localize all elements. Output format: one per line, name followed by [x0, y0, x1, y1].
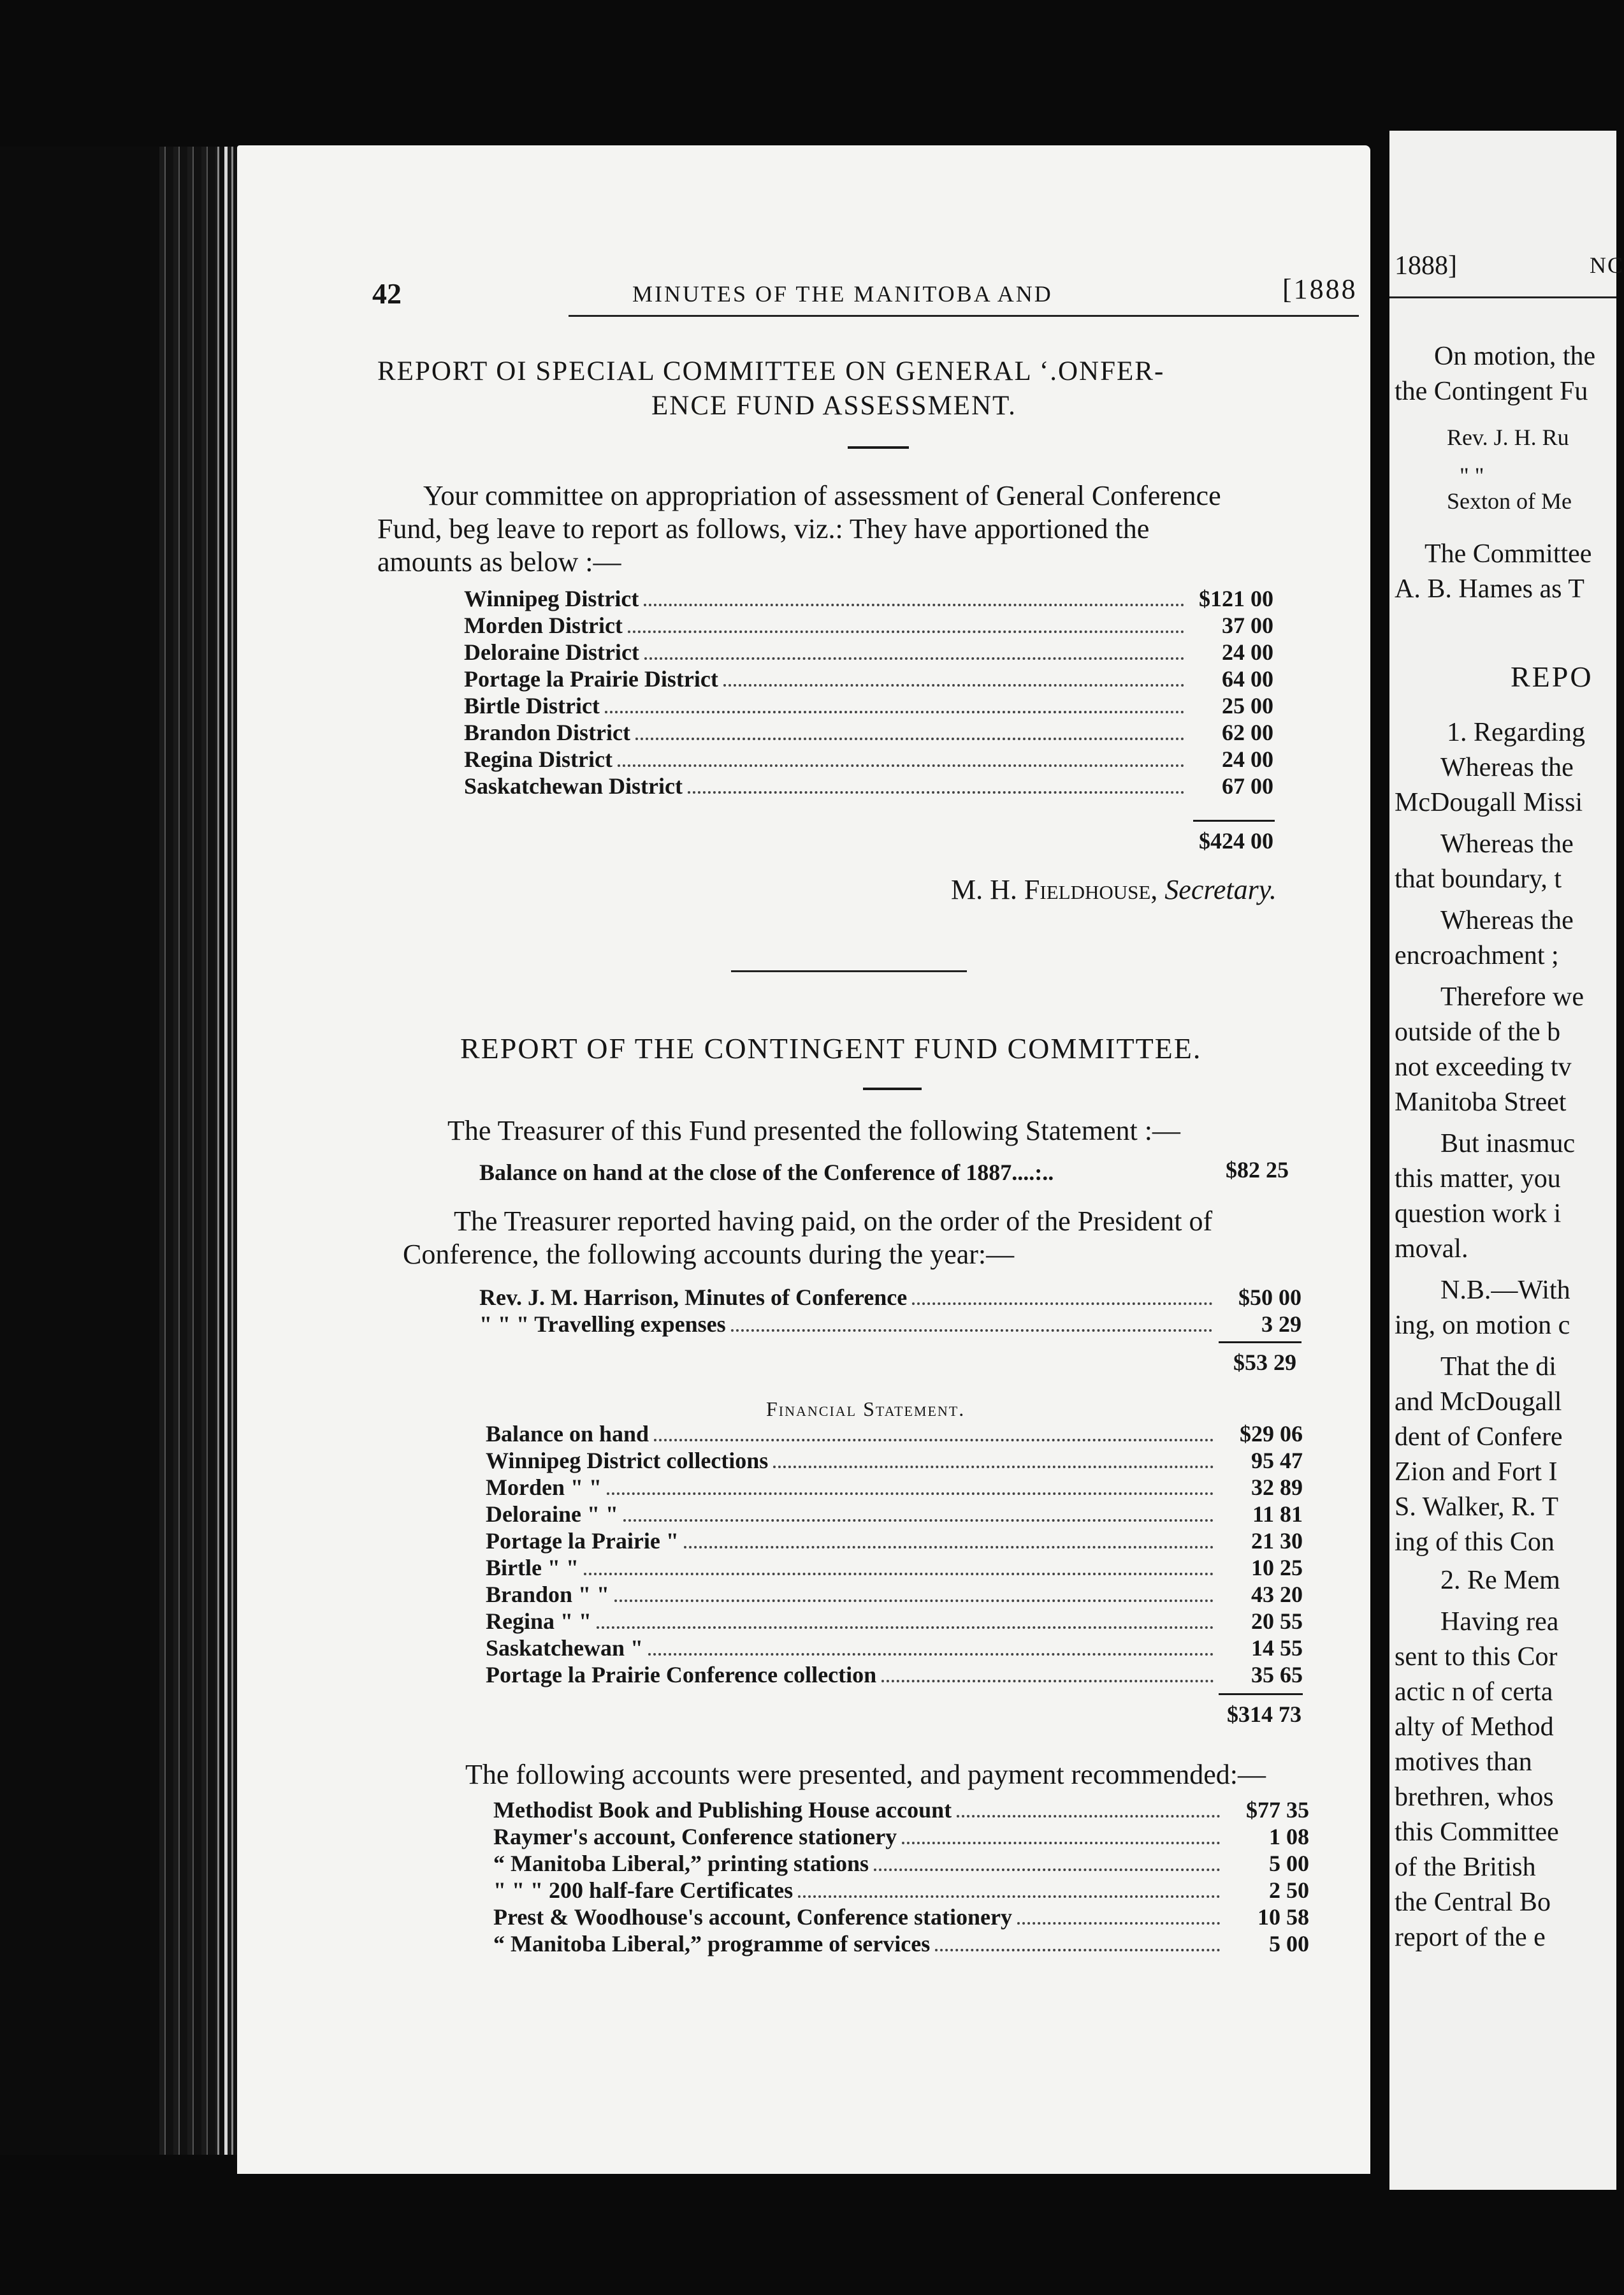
recommended-label: “ Manitoba Liberal,” programme of services — [493, 1931, 931, 1956]
assessment-label: Brandon District — [464, 720, 630, 745]
dot-leader — [605, 711, 1184, 713]
running-title: MINUTES OF THE MANITOBA AND — [632, 281, 1053, 307]
assessment-label: Birtle District — [464, 693, 600, 718]
right-page-line: But inasmuc — [1440, 1129, 1576, 1158]
financial-label: Portage la Prairie Conference collection — [486, 1662, 877, 1687]
assessment-amount: 25 00 — [1222, 693, 1273, 718]
dot-leader — [654, 1439, 1214, 1441]
assessment-intro-line2: Fund, beg leave to report as follows, viz.: They have apportioned the — [377, 513, 1150, 544]
right-page-line: " " — [1460, 463, 1484, 488]
right-page-line: Sexton of Me — [1447, 488, 1572, 514]
recommended-label: “ Manitoba Liberal,” printing stations — [493, 1851, 869, 1876]
treasurer-statement: The Treasurer of this Fund presented the following Statement :— — [447, 1115, 1180, 1146]
recommended-amount: 10 58 — [1258, 1904, 1309, 1930]
right-page-line: The Committee — [1425, 539, 1592, 569]
title-divider — [848, 446, 909, 449]
right-page-line: Whereas the — [1440, 829, 1574, 859]
right-page-line: McDougall Missi — [1395, 788, 1583, 817]
accounts-total: $53 29 — [1233, 1350, 1296, 1375]
dot-leader — [935, 1949, 1220, 1951]
recommended-label: Raymer's account, Conference stationery — [493, 1824, 897, 1849]
recommended-amount: 2 50 — [1269, 1877, 1309, 1903]
right-header-year: 1888] — [1395, 251, 1457, 280]
recommended-label: " " " 200 half-fare Certificates — [493, 1877, 794, 1903]
assessment-title-line1: REPORT OI SPECIAL COMMITTEE ON GENERAL ‘.ONFER- — [377, 356, 1165, 386]
accounts-sum-rule — [1219, 1341, 1301, 1343]
paid-line1: The Treasurer reported having paid, on the order of the President of — [454, 1206, 1213, 1237]
assessment-sum-rule — [1193, 820, 1275, 822]
recommended-amount: 5 00 — [1269, 1931, 1309, 1956]
dot-leader — [902, 1842, 1220, 1844]
right-page-line: that boundary, t — [1395, 864, 1562, 894]
assessment-row — [464, 746, 1273, 773]
recommended-row — [493, 1904, 1309, 1930]
assessment-label: Regina District — [464, 747, 613, 772]
right-page-line: moval. — [1395, 1234, 1468, 1264]
dot-leader — [731, 1329, 1212, 1332]
paid-line2: Conference, the following accounts during the year:— — [403, 1239, 1015, 1270]
recommended-row — [493, 1850, 1309, 1877]
assessment-amount: 62 00 — [1222, 720, 1273, 745]
financial-amount: 10 25 — [1251, 1555, 1303, 1580]
account-label: Rev. J. M. Harrison, Minutes of Conference — [479, 1285, 908, 1310]
financial-label: Regina " " — [486, 1608, 591, 1634]
signature-name: M. H. Fieldhouse, — [951, 874, 1158, 905]
dot-leader — [623, 1519, 1214, 1522]
financial-label: Deloraine " " — [486, 1501, 618, 1527]
right-page-line: outside of the b — [1395, 1017, 1561, 1047]
assessment-label: Morden District — [464, 613, 623, 638]
financial-row — [486, 1581, 1303, 1608]
contingent-divider — [863, 1088, 922, 1090]
account-row — [479, 1311, 1301, 1337]
left-page — [237, 145, 1370, 2174]
assessment-row — [464, 773, 1273, 799]
assessment-row — [464, 585, 1273, 612]
right-page-line: 2. Re Mem — [1440, 1566, 1560, 1595]
recommended-amount: $77 35 — [1246, 1797, 1309, 1823]
dot-leader — [874, 1869, 1220, 1871]
signature — [951, 873, 1277, 906]
right-page-line: Whereas the — [1440, 753, 1574, 782]
dot-leader — [688, 791, 1184, 794]
assessment-title-line2: ENCE FUND ASSESSMENT. — [651, 391, 1017, 421]
assessment-amount: $121 00 — [1199, 586, 1273, 611]
financial-amount: 21 30 — [1251, 1528, 1303, 1554]
financial-label: Balance on hand — [486, 1421, 649, 1446]
financial-label: Brandon " " — [486, 1582, 610, 1607]
assessment-label: Winnipeg District — [464, 586, 639, 611]
right-page-line: the Contingent Fu — [1395, 377, 1588, 406]
assessment-amount: 64 00 — [1222, 666, 1273, 692]
assessment-label: Portage la Prairie District — [464, 666, 718, 692]
financial-row — [486, 1474, 1303, 1501]
right-page-line: ing, on motion c — [1395, 1311, 1570, 1340]
dot-leader — [614, 1599, 1214, 1602]
recommended-row — [493, 1930, 1309, 1957]
financial-label: Portage la Prairie " — [486, 1528, 679, 1554]
dot-leader — [584, 1573, 1214, 1575]
dot-leader — [648, 1653, 1214, 1656]
assessment-label: Saskatchewan District — [464, 773, 683, 799]
right-page-line: Having rea — [1440, 1607, 1559, 1636]
assessment-row — [464, 639, 1273, 666]
assessment-intro-line3: amounts as below :— — [377, 546, 621, 578]
right-page-line: Zion and Fort I — [1395, 1457, 1558, 1487]
balance-label: Balance on hand at the close of the Conference of 1887....:.. — [479, 1160, 1054, 1185]
balance-amount: $82 25 — [1226, 1157, 1289, 1183]
financial-row — [486, 1527, 1303, 1554]
dot-leader — [618, 764, 1184, 767]
right-page-line: not exceeding tv — [1395, 1053, 1572, 1082]
assessment-amount: 67 00 — [1222, 773, 1273, 799]
right-page-line: actic n of certa — [1395, 1677, 1553, 1707]
right-page-fragment — [1389, 131, 1624, 2190]
financial-row — [486, 1661, 1303, 1688]
financial-amount: $29 06 — [1240, 1421, 1303, 1446]
recommended-row — [493, 1877, 1309, 1904]
right-page-line: dent of Confere — [1395, 1422, 1563, 1452]
right-page-line: N.B.—With — [1440, 1276, 1570, 1305]
dot-leader — [1017, 1922, 1220, 1925]
financial-row — [486, 1447, 1303, 1474]
assessment-row — [464, 666, 1273, 692]
header-rule — [569, 315, 1359, 317]
account-row — [479, 1284, 1301, 1311]
financial-row — [486, 1608, 1303, 1635]
right-page-line: question work i — [1395, 1199, 1562, 1228]
assessment-total: $424 00 — [1199, 828, 1273, 854]
assessment-label: Deloraine District — [464, 639, 639, 665]
right-page-line: and McDougall — [1395, 1387, 1562, 1417]
financial-amount: 43 20 — [1251, 1582, 1303, 1607]
financial-label: Saskatchewan " — [486, 1635, 644, 1661]
financial-row — [486, 1420, 1303, 1447]
right-page-line: Whereas the — [1440, 906, 1574, 935]
dot-leader — [773, 1466, 1214, 1468]
recommended-row — [493, 1796, 1309, 1823]
financial-row — [486, 1554, 1303, 1581]
assessment-intro-line1: Your committee on appropriation of assessment of General Conference — [423, 480, 1221, 511]
recommended-amount: 5 00 — [1269, 1851, 1309, 1876]
book-binding-edge — [0, 147, 274, 2155]
right-page-line: this matter, you — [1395, 1164, 1561, 1193]
dot-leader — [628, 630, 1184, 633]
financial-amount: 32 89 — [1251, 1475, 1303, 1500]
financial-total: $314 73 — [1227, 1701, 1301, 1727]
financial-amount: 35 65 — [1251, 1662, 1303, 1687]
dot-leader — [597, 1626, 1214, 1629]
right-page-line: Therefore we — [1440, 982, 1584, 1012]
dot-leader — [912, 1302, 1212, 1305]
right-page-line: 1. Regarding — [1447, 718, 1585, 747]
dot-leader — [957, 1815, 1220, 1818]
dot-leader — [607, 1492, 1214, 1495]
account-amount: 3 29 — [1261, 1311, 1301, 1337]
right-page-line: S. Walker, R. T — [1395, 1492, 1559, 1522]
section-divider — [731, 970, 967, 972]
recommended-label: Prest & Woodhouse's account, Conference stationery — [493, 1904, 1012, 1930]
right-page-line: REPO — [1511, 660, 1593, 693]
assessment-amount: 24 00 — [1222, 639, 1273, 665]
financial-label: Birtle " " — [486, 1555, 579, 1580]
dot-leader — [644, 657, 1184, 660]
signature-role: Secretary. — [1164, 874, 1277, 905]
financial-row — [486, 1635, 1303, 1661]
financial-row — [486, 1501, 1303, 1527]
recommended-row — [493, 1823, 1309, 1850]
right-page-line: motives than — [1395, 1747, 1532, 1777]
right-page-line: A. B. Hames as T — [1395, 574, 1584, 604]
right-header-rule — [1389, 296, 1616, 298]
financial-amount: 20 55 — [1251, 1608, 1303, 1634]
financial-sum-rule — [1219, 1693, 1303, 1695]
dot-leader — [798, 1895, 1220, 1898]
assessment-amount: 37 00 — [1222, 613, 1273, 638]
recommended-line: The following accounts were presented, and payment recommended:— — [465, 1759, 1266, 1790]
right-page-line: encroachment ; — [1395, 941, 1559, 970]
recommended-amount: 1 08 — [1269, 1824, 1309, 1849]
financial-amount: 11 81 — [1252, 1501, 1303, 1527]
right-page-line: alty of Method — [1395, 1712, 1554, 1742]
assessment-row — [464, 692, 1273, 719]
recommended-label: Methodist Book and Publishing House account — [493, 1797, 952, 1823]
dot-leader — [684, 1546, 1214, 1548]
assessment-row — [464, 612, 1273, 639]
header-year: [1888 — [1282, 273, 1358, 305]
financial-label: Morden " " — [486, 1475, 602, 1500]
dot-leader — [635, 738, 1184, 740]
account-amount: $50 00 — [1238, 1285, 1301, 1310]
contingent-title: REPORT OF THE CONTINGENT FUND COMMITTEE. — [460, 1032, 1202, 1065]
right-page-line: Manitoba Street — [1395, 1088, 1567, 1117]
account-label: " " " Travelling expenses — [479, 1311, 726, 1337]
right-page-line: brethren, whos — [1395, 1782, 1554, 1812]
dot-leader — [723, 684, 1184, 687]
right-header-fragment: NC — [1590, 252, 1624, 278]
financial-heading: Financial Statement. — [766, 1397, 966, 1420]
financial-label: Winnipeg District collections — [486, 1448, 769, 1473]
right-page-line: this Committee — [1395, 1818, 1559, 1847]
right-page-line: of the British — [1395, 1853, 1536, 1882]
right-page-line: report of the e — [1395, 1923, 1546, 1952]
assessment-amount: 24 00 — [1222, 747, 1273, 772]
right-page-line: That the di — [1440, 1352, 1556, 1381]
assessment-row — [464, 719, 1273, 746]
financial-amount: 95 47 — [1251, 1448, 1303, 1473]
financial-amount: 14 55 — [1251, 1635, 1303, 1661]
page-number: 42 — [372, 277, 402, 310]
dot-leader — [881, 1680, 1214, 1682]
dot-leader — [644, 604, 1184, 606]
right-page-line: sent to this Cor — [1395, 1642, 1558, 1672]
right-page-line: On motion, the — [1434, 342, 1596, 371]
right-page-line: the Central Bo — [1395, 1888, 1551, 1917]
right-page-line: Rev. J. H. Ru — [1447, 425, 1569, 450]
right-page-line: ing of this Con — [1395, 1527, 1555, 1557]
